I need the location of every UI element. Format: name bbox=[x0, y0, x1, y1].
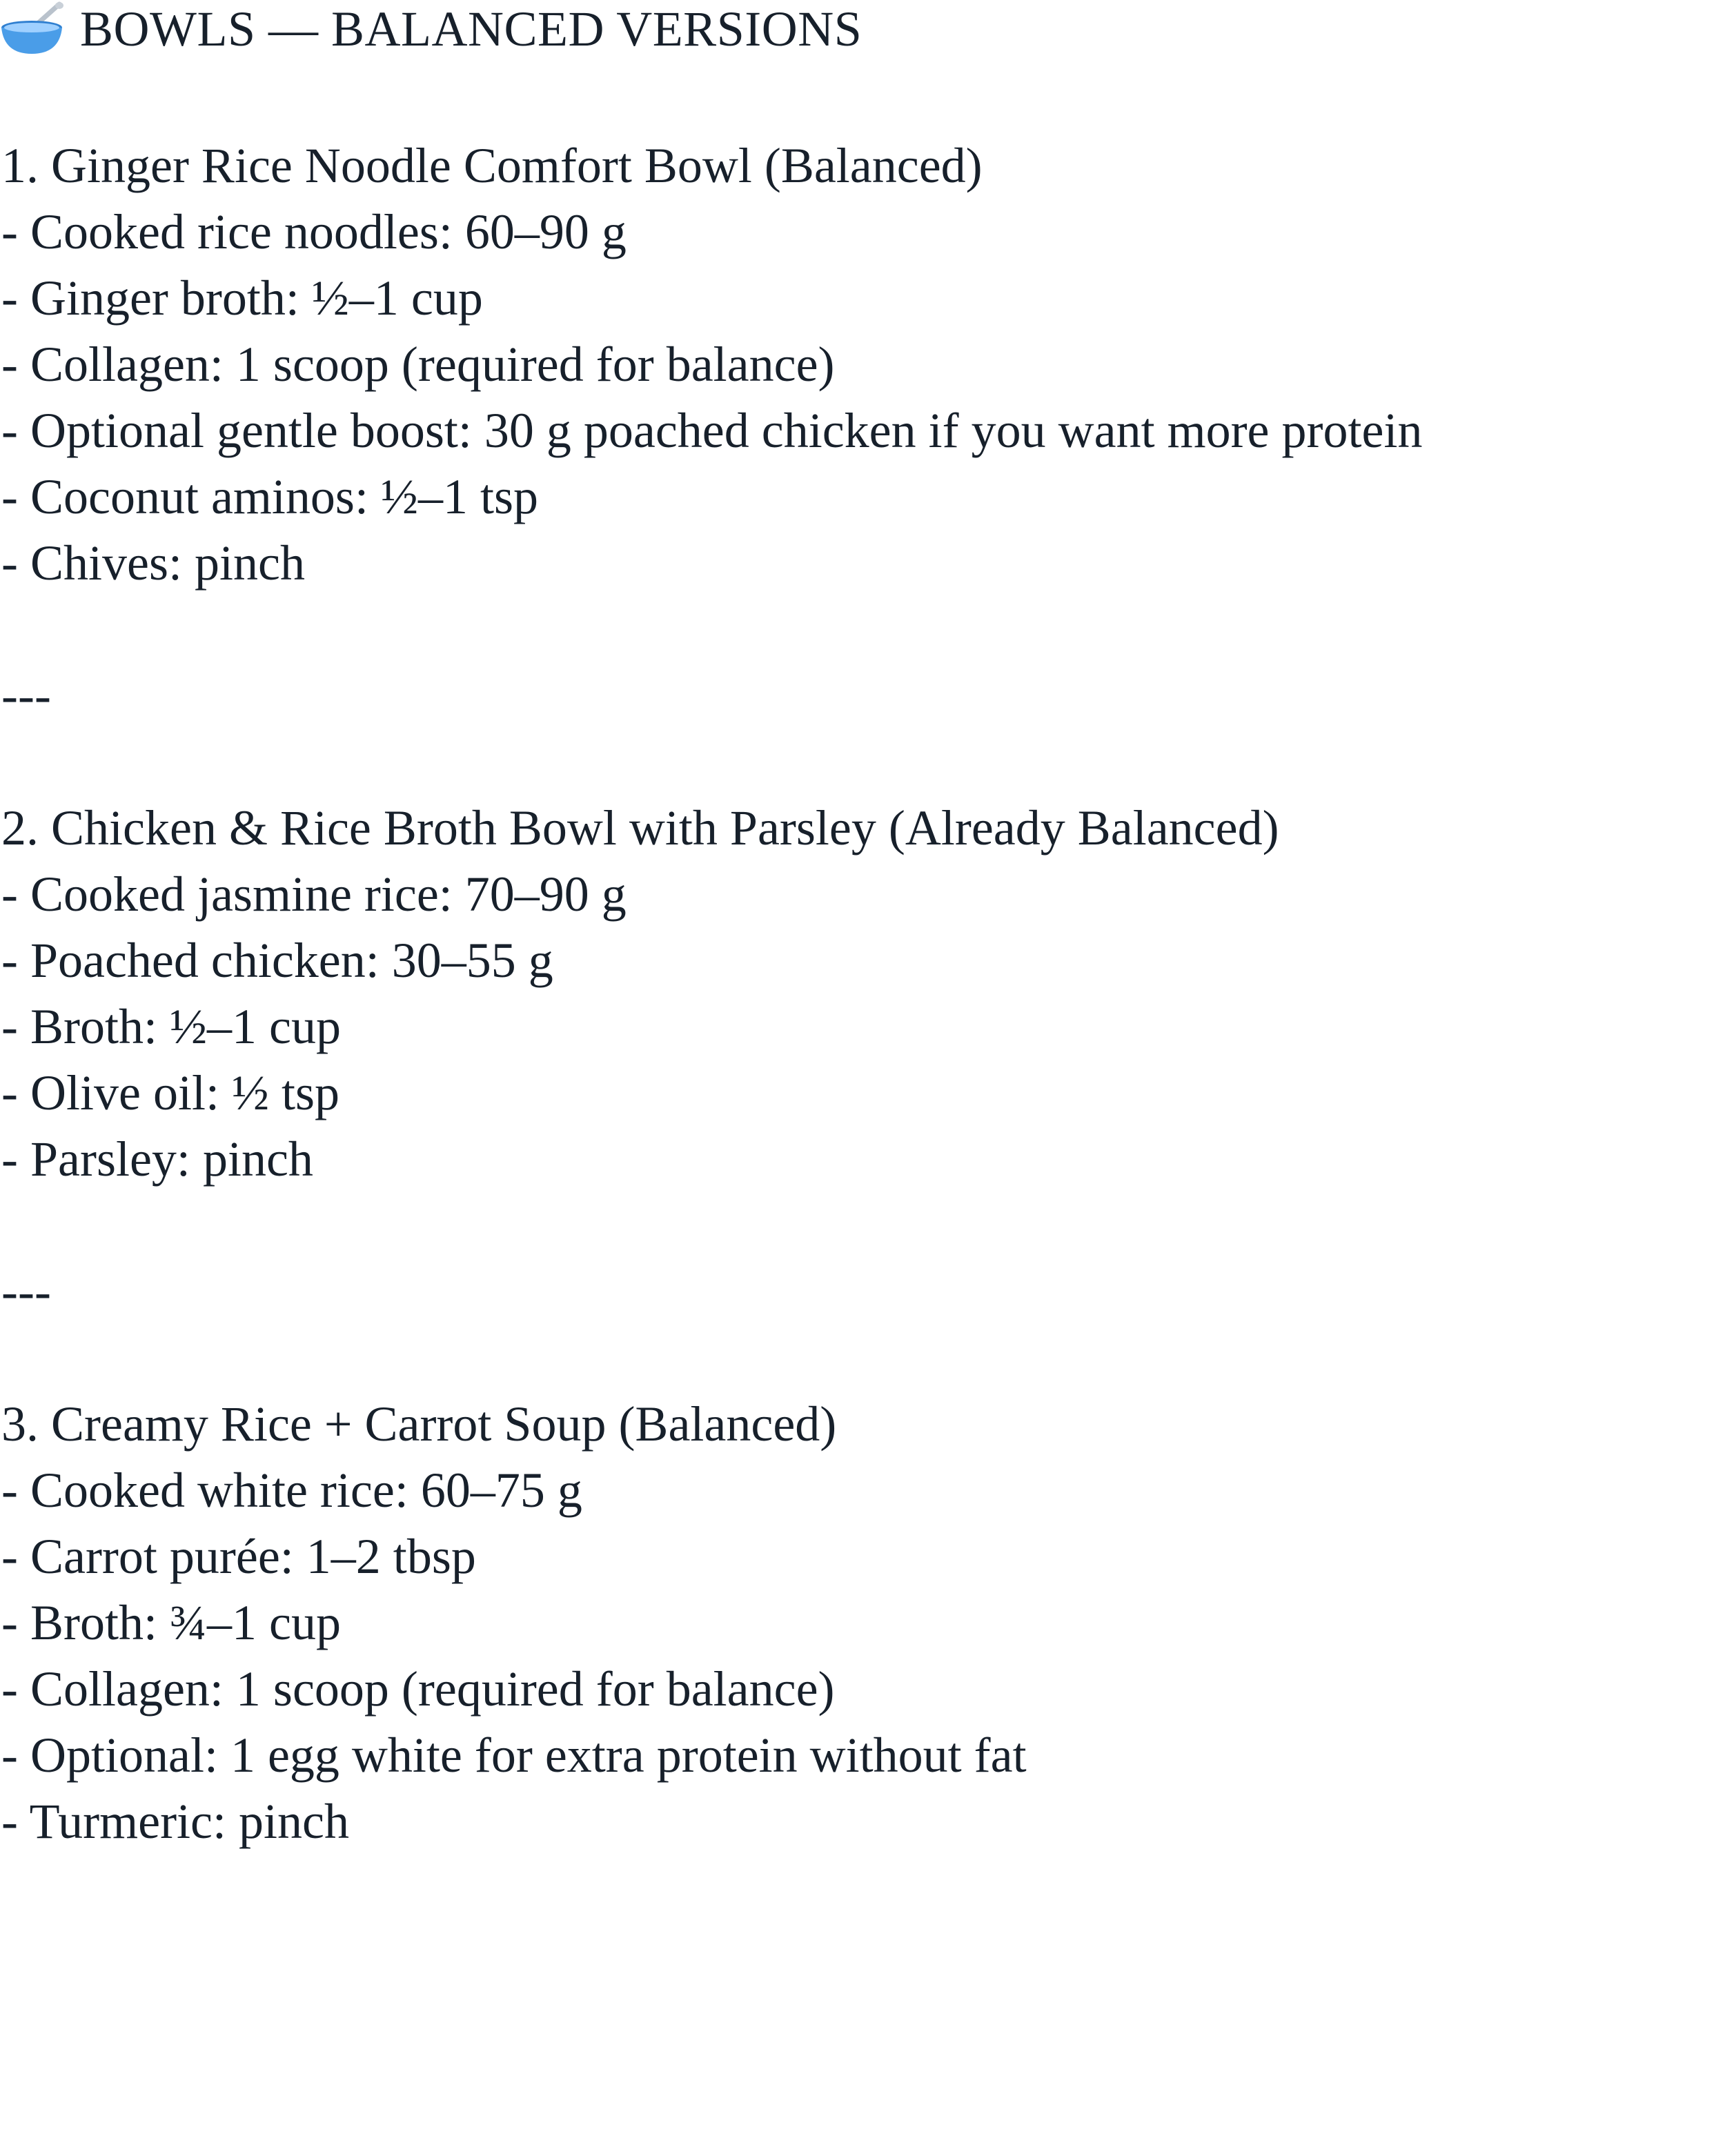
bowl-with-spoon-icon bbox=[0, 0, 66, 58]
recipe-2 bbox=[0, 795, 1725, 1192]
ingredient-item: - Collagen: 1 scoop (required for balance) bbox=[1, 1661, 835, 1717]
ingredient-item: - Broth: ½–1 cup bbox=[1, 999, 341, 1054]
section-divider: --- bbox=[1, 1264, 51, 1319]
ingredient-item: - Chives: pinch bbox=[1, 535, 305, 591]
ingredient-item: - Parsley: pinch bbox=[1, 1131, 313, 1187]
document-title bbox=[0, 0, 1725, 58]
ingredient-item: - Poached chicken: 30–55 g bbox=[1, 933, 553, 988]
recipe-heading: 3. Creamy Rice + Carrot Soup (Balanced) bbox=[1, 1396, 837, 1452]
recipe-3 bbox=[0, 1391, 1725, 1855]
recipe-1 bbox=[0, 132, 1725, 596]
ingredient-item: - Carrot purée: 1–2 tbsp bbox=[1, 1529, 476, 1584]
ingredient-item: - Turmeric: pinch bbox=[1, 1794, 349, 1849]
ingredient-item: - Ginger broth: ½–1 cup bbox=[1, 270, 483, 326]
ingredient-item: - Collagen: 1 scoop (required for balance) bbox=[1, 337, 835, 392]
ingredient-item: - Optional: 1 egg white for extra protein without fat bbox=[1, 1728, 1027, 1783]
ingredient-item: - Cooked white rice: 60–75 g bbox=[1, 1463, 582, 1518]
ingredient-item: - Broth: ¾–1 cup bbox=[1, 1595, 341, 1650]
ingredient-item: - Coconut aminos: ½–1 tsp bbox=[1, 469, 538, 524]
ingredient-item: - Cooked jasmine rice: 70–90 g bbox=[1, 867, 627, 922]
recipe-heading: 1. Ginger Rice Noodle Comfort Bowl (Balanced) bbox=[1, 138, 983, 193]
recipe-heading: 2. Chicken & Rice Broth Bowl with Parsley (Already Balanced) bbox=[1, 800, 1279, 856]
ingredient-item: - Cooked rice noodles: 60–90 g bbox=[1, 204, 627, 259]
ingredient-item: - Olive oil: ½ tsp bbox=[1, 1065, 339, 1120]
section-divider: --- bbox=[1, 668, 51, 723]
title-text: BOWLS — BALANCED VERSIONS bbox=[80, 1, 862, 57]
ingredient-item: - Optional gentle boost: 30 g poached chicken if you want more protein bbox=[1, 403, 1423, 458]
